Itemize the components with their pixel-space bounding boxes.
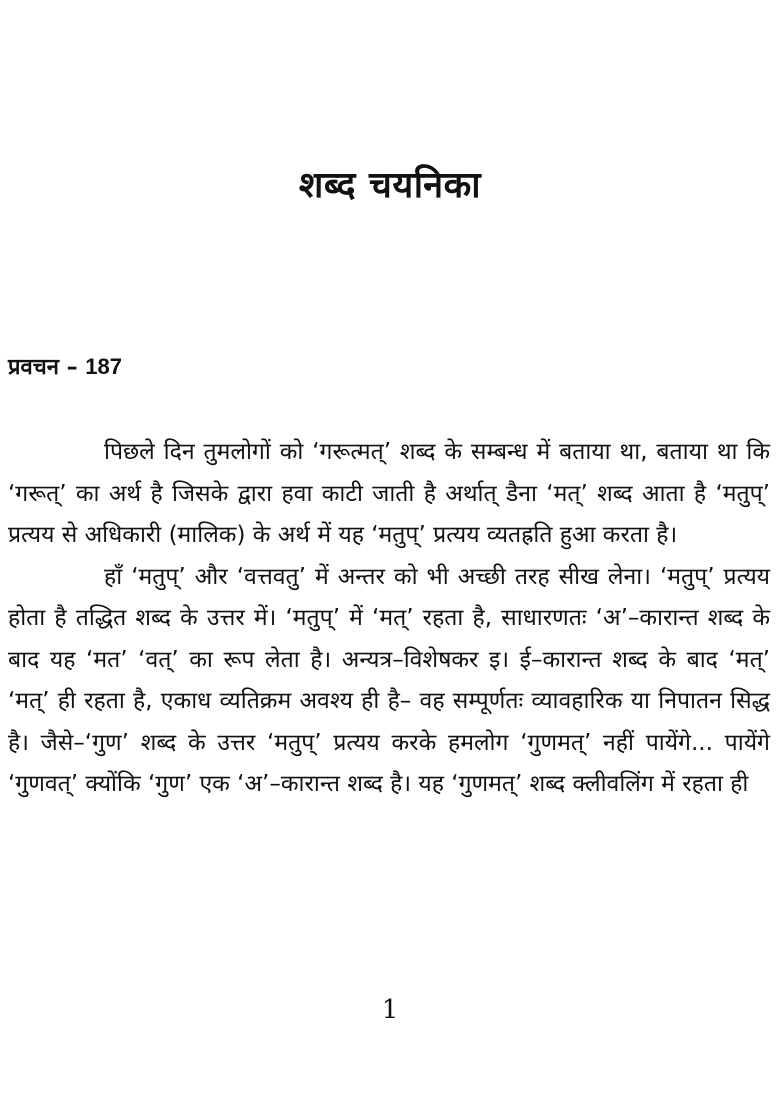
paragraph: हाँ ‘मतुप्’ और ‘वत्तवतु’ में अन्तर को भी अच्छी तरह सीख लेना। ‘मतुप्’ प्रत्यय होता है तद्धित शब्द के उत्तर में। ‘मतुप्’ में ‘मत्’ रहता है, साधारणतः ‘अ’–कारान्त शब्द के बाद यह ‘मत’ ‘वत्’ का रूप लेता है। अन्यत्र–विशेषकर इ। ई–कारान्त शब्द के बाद ‘मत्’ ‘मत्’ ही रहता है, एकाध व्यतिक्रम अवश्य ही है– वह सम्पूर्णतः व्यावहारिक या निपातन सिद्ध है। जैसे–‘गुण’ शब्द के उत्तर ‘मतुप्’ प्रत्यय करके हमलोग ‘गुणमत्’ नहीं पायेंगे... पायेंगे ‘गुणवत्’ क्योंकि ‘गुण’ एक ‘अ’–कारान्त शब्द है। यह ‘गुणमत्’ शब्द क्लीवलिंग में रहता ही (8, 563, 770, 797)
page-number: 1 (381, 995, 399, 1025)
paragraph: पिछले दिन तुमलोगों को ‘गरूत्मत्’ शब्द के सम्बन्ध में बताया था, बताया था कि ‘गरूत्’ का अर्थ है जिसके द्वारा हवा काटी जाती है अर्थात् डैना ‘मत्’ शब्द आता है ‘मतुप्’ प्रत्यय से अधिकारी (मालिक) के अर्थ में यह ‘मतुप्’ प्रत्यय व्यतह्रति हुआ करता है। (8, 439, 770, 548)
section-number: 187 (85, 354, 122, 379)
page-title: शब्द चयनिका (298, 165, 482, 206)
section-dash: – (66, 355, 78, 380)
body-text (8, 432, 770, 806)
section-label: प्रवचन (8, 355, 59, 380)
section-heading (8, 350, 122, 385)
